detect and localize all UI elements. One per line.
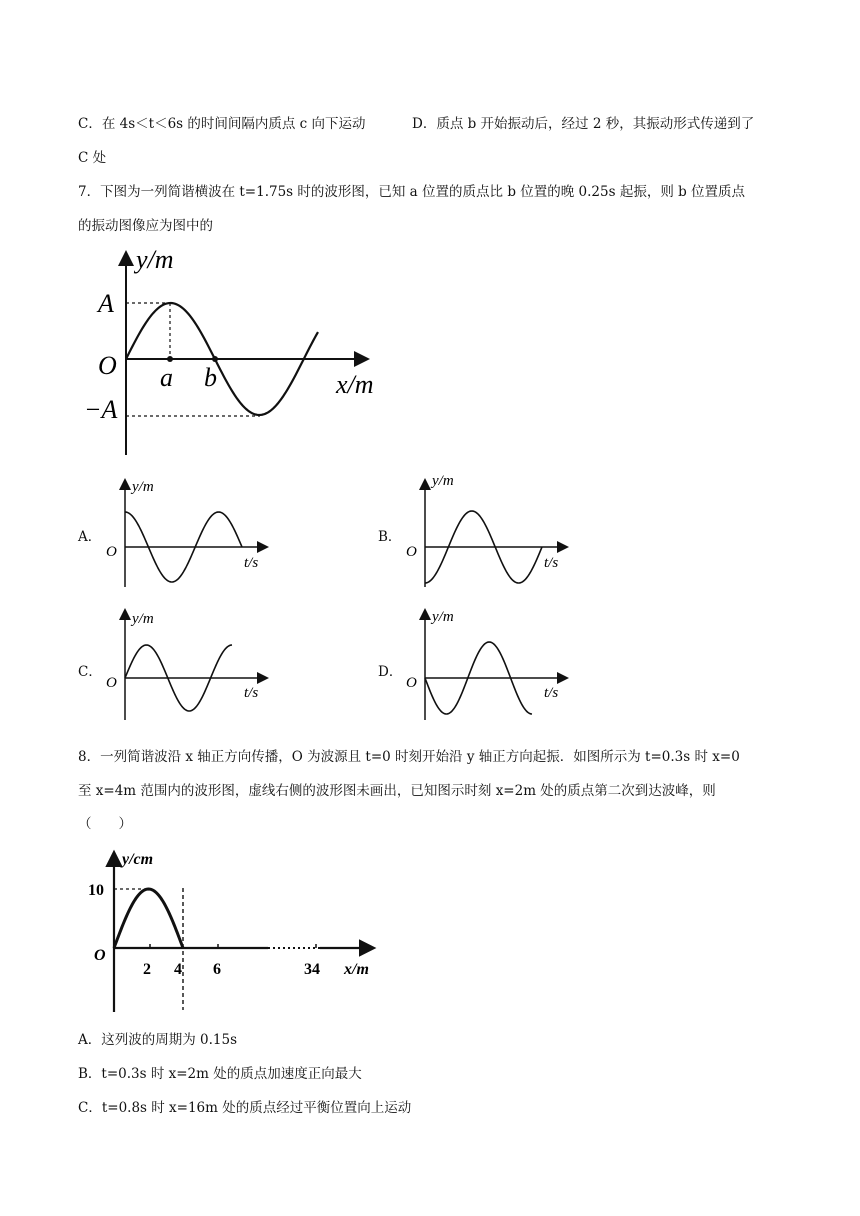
q7-stem-line2: 的振动图像应为图中的 xyxy=(78,218,213,234)
q7-negA-label: −A xyxy=(84,395,118,424)
q7-d-tlabel: t/s xyxy=(544,685,559,701)
q8-stem-line1: 8．一列简谐波沿 x 轴正方向传播，O 为波源且 t=0 时刻开始沿 y 轴正方向起振．如图所示为 t=0.3s 时 x=0 xyxy=(78,749,740,765)
q8-option-a: A．这列波的周期为 0.15s xyxy=(78,1032,238,1048)
q8-x-tick-2: 2 xyxy=(143,961,151,978)
q8-origin: O xyxy=(94,947,106,964)
q8-option-c: C．t=0.8s 时 x=16m 处的质点经过平衡位置向上运动 xyxy=(78,1100,412,1116)
q7-option-d-graph xyxy=(400,605,570,723)
q7-b-ylabel: y/m xyxy=(432,473,454,489)
q7-y-label: y/m xyxy=(136,245,174,274)
q8-option-b: B．t=0.3s 时 x=2m 处的质点加速度正向最大 xyxy=(78,1066,362,1082)
q7-a-origin: O xyxy=(106,544,117,560)
q8-x-label: x/m xyxy=(344,961,369,978)
q8-y-label: y/cm xyxy=(122,851,154,868)
q6-option-c: C．在 4s＜t＜6s 的时间间隔内质点 c 向下运动 xyxy=(78,116,366,132)
q7-c-tlabel: t/s xyxy=(244,685,259,701)
q6-option-d-cont: C 处 xyxy=(78,150,107,166)
q8-wave-figure xyxy=(88,848,388,1018)
q7-c-ylabel: y/m xyxy=(132,611,154,627)
q7-a-tlabel: t/s xyxy=(244,555,259,571)
q7-origin: O xyxy=(98,351,117,380)
q7-point-a xyxy=(167,356,173,362)
q8-x-tick-34: 34 xyxy=(304,961,320,978)
q7-x-label: x/m xyxy=(336,370,374,399)
q8-stem-line3: （ ） xyxy=(78,816,132,832)
q7-d-ylabel: y/m xyxy=(432,609,454,625)
q8-x-tick-4: 4 xyxy=(174,961,182,978)
q7-A-label: A xyxy=(98,289,114,318)
q7-point-a-label: a xyxy=(160,363,173,392)
q7-b-origin: O xyxy=(406,544,417,560)
q7-option-d-label: D． xyxy=(378,664,403,680)
q7-option-b-label: B． xyxy=(378,529,402,545)
q8-stem-line2: 至 x=4m 范围内的波形图，虚线右侧的波形图未画出，已知图示时刻 x=2m 处的质点第二次到达波峰，则 xyxy=(78,783,716,799)
q7-option-a-graph xyxy=(100,475,270,590)
q7-stem-line1: 7．下图为一列简谐横波在 t=1.75s 时的波形图，已知 a 位置的质点比 b 位置的晚 0.25s 起振，则 b 位置质点 xyxy=(78,184,746,200)
q7-point-b-label: b xyxy=(204,363,217,392)
q8-wave-curve xyxy=(114,889,183,948)
q7-wave-figure xyxy=(84,240,390,460)
q8-y-tick-10: 10 xyxy=(88,882,104,899)
q7-option-b-graph xyxy=(400,475,570,590)
q7-c-origin: O xyxy=(106,675,117,691)
q7-option-c-label: C． xyxy=(78,664,102,680)
q7-option-a-label: A． xyxy=(78,529,102,545)
q7-option-c-graph xyxy=(100,605,270,723)
q6-option-d: D．质点 b 开始振动后，经过 2 秒，其振动形式传递到了 xyxy=(412,116,755,132)
q8-x-tick-6: 6 xyxy=(213,961,221,978)
q7-b-tlabel: t/s xyxy=(544,555,559,571)
q7-a-ylabel: y/m xyxy=(132,479,154,495)
q7-d-origin: O xyxy=(406,675,417,691)
q7-point-b xyxy=(212,356,218,362)
